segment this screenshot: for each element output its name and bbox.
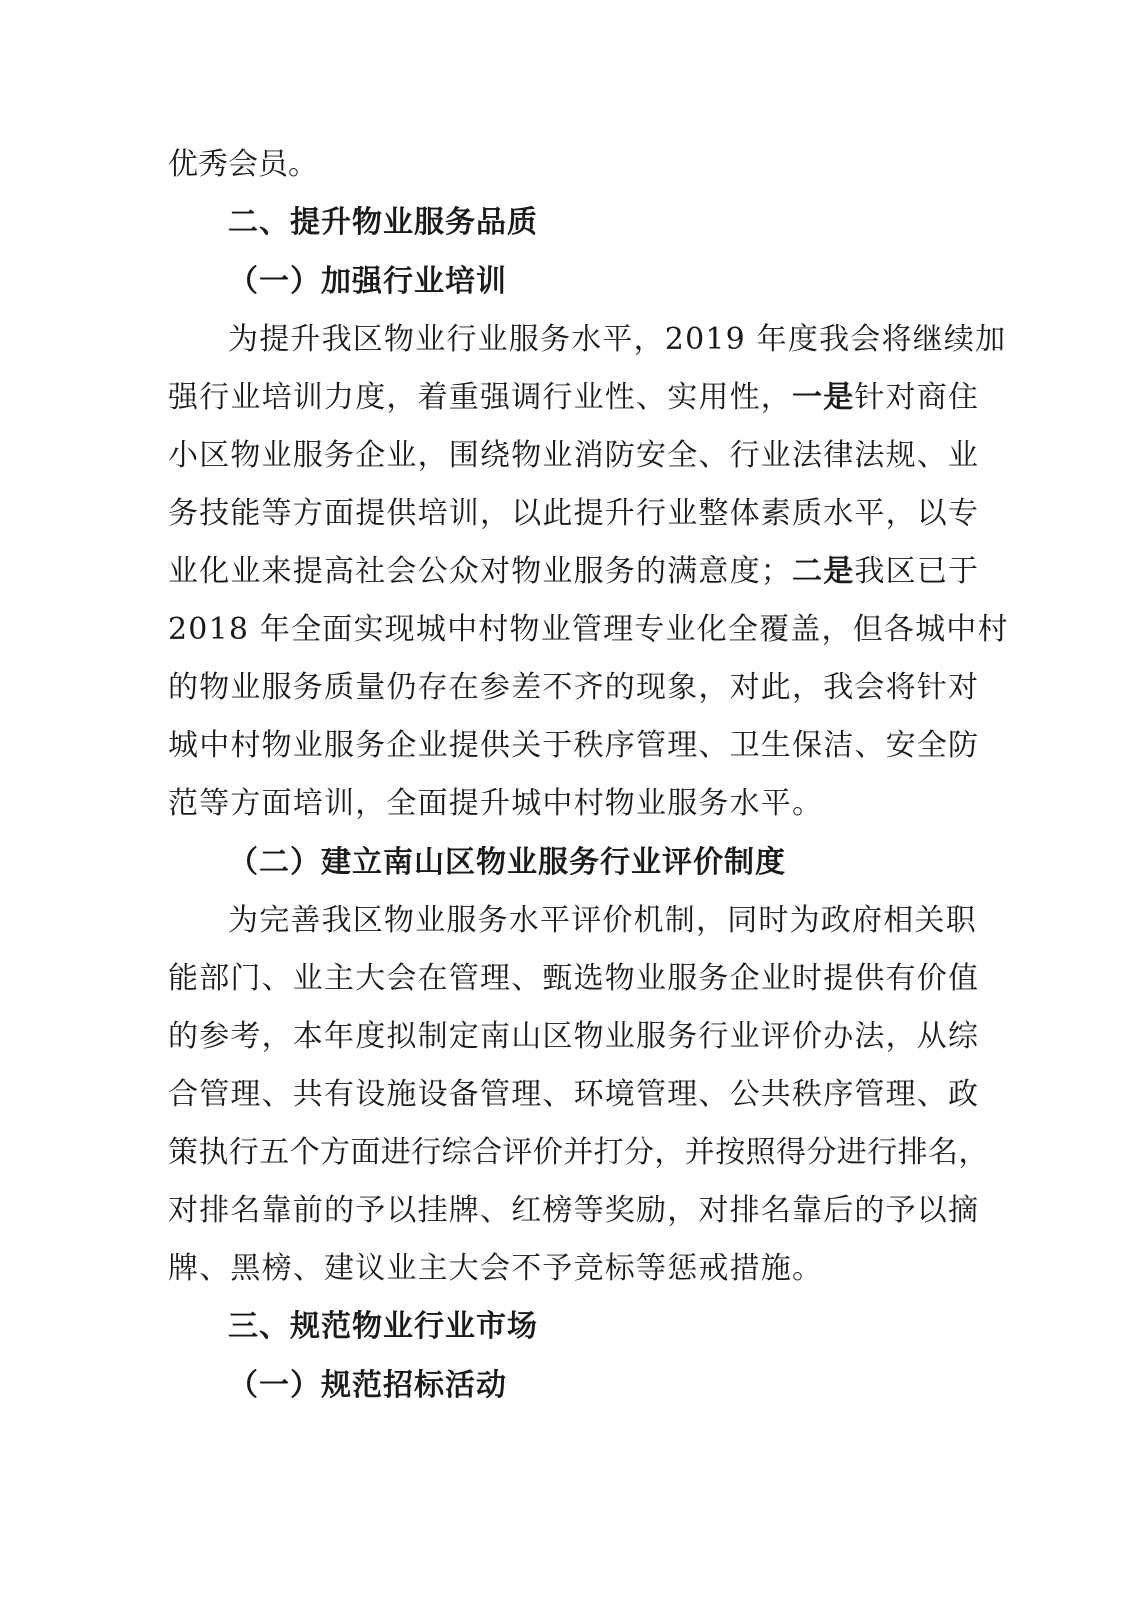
section-heading <box>0 1307 1131 1347</box>
body-text: 的物业服务质量仍存在参差不齐的现象，对此，我会将针对 <box>168 670 980 705</box>
paragraph-line <box>0 1075 1131 1115</box>
body-text: 城中村物业服务企业提供关于秩序管理、卫生保洁、安全防 <box>168 728 980 763</box>
paragraph-line <box>0 726 1131 766</box>
body-text: 强行业培训力度，着重强调行业性、实用性， <box>168 380 792 415</box>
paragraph-line <box>0 610 1131 650</box>
subsection-heading <box>0 1366 1131 1406</box>
body-text: 策执行五个方面进行综合评价并打分，并按照得分进行排名， <box>168 1135 989 1170</box>
body-text-row <box>168 378 979 418</box>
paragraph-line <box>0 552 1131 592</box>
paragraph-line <box>0 668 1131 708</box>
body-text: 2018 年全面实现城中村物业管理专业化全覆盖，但各城中村 <box>168 612 1009 647</box>
body-text: 业化业来提高社会公众对物业服务的满意度； <box>168 554 792 589</box>
body-text: 优秀会员。 <box>168 147 318 182</box>
subsection-heading <box>0 843 1131 883</box>
emphasis-text: 二是 <box>792 554 855 589</box>
paragraph-line <box>0 436 1131 476</box>
body-text: 针对商住 <box>854 380 980 415</box>
paragraph-line <box>0 1133 1131 1173</box>
paragraph-line <box>0 901 1131 941</box>
paragraph-line <box>0 959 1131 999</box>
emphasis-text: 一是 <box>792 380 855 415</box>
body-text: 务技能等方面提供培训，以此提升行业整体素质水平，以专 <box>168 496 980 531</box>
paragraph-line <box>0 1191 1131 1231</box>
body-text: 的参考，本年度拟制定南山区物业服务行业评价办法，从综 <box>168 1019 980 1054</box>
section-heading <box>0 203 1131 243</box>
body-text: 对排名靠前的予以挂牌、红榜等奖励，对排名靠后的予以摘 <box>168 1193 980 1228</box>
body-text: 我区已于 <box>854 554 980 589</box>
paragraph-line <box>0 1249 1131 1289</box>
paragraph-line <box>0 320 1131 360</box>
section-heading-text: 三、规范物业行业市场 <box>228 1309 538 1344</box>
body-text: 合管理、共有设施设备管理、环境管理、公共秩序管理、政 <box>168 1077 980 1112</box>
body-text: 牌、黑榜、建议业主大会不予竞标等惩戒措施。 <box>168 1251 824 1286</box>
paragraph-line <box>0 378 1131 418</box>
body-text: 范等方面培训，全面提升城中村物业服务水平。 <box>168 786 824 821</box>
body-text: 为提升我区物业行业服务水平，2019 年度我会将继续加 <box>228 322 1007 357</box>
body-text: 能部门、业主大会在管理、甄选物业服务企业时提供有价值 <box>168 961 980 996</box>
section-heading-text: 二、提升物业服务品质 <box>228 205 538 240</box>
body-text-row <box>168 552 979 592</box>
paragraph-line <box>0 784 1131 824</box>
paragraph-line <box>0 1017 1131 1057</box>
paragraph-line <box>0 145 1131 185</box>
subsection-heading <box>0 262 1131 302</box>
body-text: 为完善我区物业服务水平评价机制，同时为政府相关职 <box>228 903 977 938</box>
body-text: 小区物业服务企业，围绕物业消防安全、行业法律法规、业 <box>168 438 980 473</box>
paragraph-line <box>0 494 1131 534</box>
subsection-heading-text: （一）加强行业培训 <box>228 264 507 299</box>
subsection-heading-text: （二）建立南山区物业服务行业评价制度 <box>228 845 786 880</box>
subsection-heading-text: （一）规范招标活动 <box>228 1368 507 1403</box>
